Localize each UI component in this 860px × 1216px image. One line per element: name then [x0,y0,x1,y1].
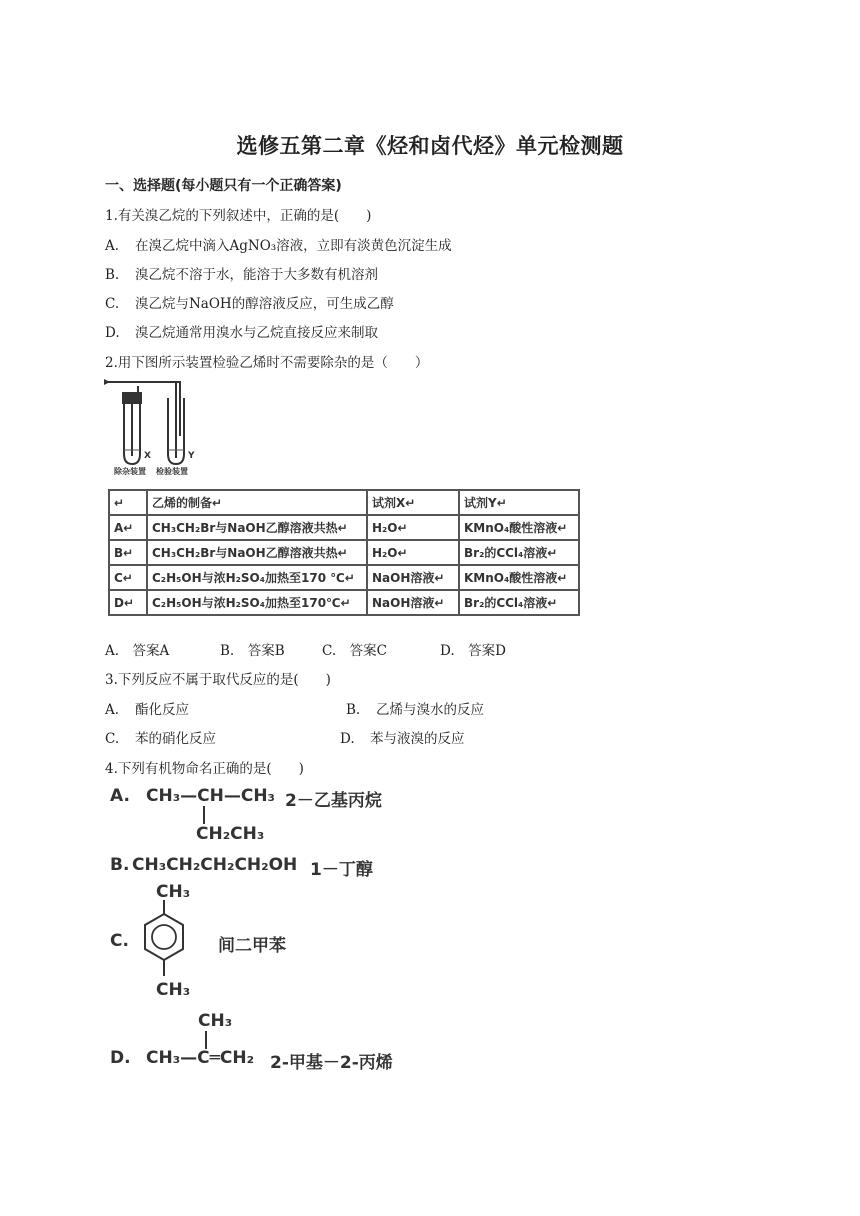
benzene-ring-icon [136,900,196,982]
option-letter: D. [105,325,120,341]
q4-a-formula: CH₃—CH—CH₃ [146,786,276,806]
question-2-stem: 2.用下图所示装置检验乙烯时不需要除杂的是（ ） [105,355,429,371]
table-cell: Br₂的CCl₄溶液↵ [459,540,579,565]
table-header-row [109,490,579,515]
q4-d-formula: CH₃—C═CH₂ [146,1048,255,1068]
table-cell: 乙烯的制备↵ [147,490,367,515]
q4-a-letter: A. [110,786,130,806]
q3-option-b [346,698,484,718]
question-4-stem: 4.下列有机物命名正确的是( ) [105,761,304,777]
option-letter: D. [340,731,355,747]
apparatus-diagram [104,376,200,478]
option-letter: B. [346,702,361,718]
table-cell: B↵ [109,540,147,565]
q4-c-letter: C. [110,931,129,951]
q3-option-c [105,727,216,747]
q1-option-b [105,263,378,283]
bond-line [205,1031,207,1049]
q4-a-branch: CH₂CH₃ [196,824,265,844]
option-letter: C. [105,731,120,747]
table-cell: KMnO₄酸性溶液↵ [459,565,579,590]
table-cell: Br₂的CCl₄溶液↵ [459,590,579,615]
page-title: 选修五第二章《烃和卤代烃》单元检测题 [236,134,624,158]
reagent-y-label: Y [188,451,195,461]
table-row [109,590,579,615]
apparatus-right-label: 检验装置 [156,467,188,476]
q4-a-name: 2－乙基丙烷 [285,791,382,811]
option-text: 酯化反应 [135,702,189,718]
section-heading: 一、选择题(每小题只有一个正确答案) [105,178,342,194]
table-cell: CH₃CH₂Br与NaOH乙醇溶液共热↵ [147,540,367,565]
q1-option-d [105,321,378,341]
bond-line [203,806,205,824]
q3-option-d [340,727,465,747]
table-cell: H₂O↵ [367,540,459,565]
option-text: 溴乙烷不溶于水，能溶于大多数有机溶剂 [135,267,378,283]
option-text: 在溴乙烷中滴入AgNO₃溶液，立即有淡黄色沉淀生成 [135,238,452,254]
table-cell: KMnO₄酸性溶液↵ [459,515,579,540]
table-row [109,540,579,565]
table-cell: 试剂X↵ [367,490,459,515]
option-text: 苯的硝化反应 [135,731,216,747]
question-3-stem: 3.下列反应不属于取代反应的是( ) [105,672,331,688]
q4-d-top: CH₃ [198,1011,233,1031]
reagent-x-label: X [144,451,151,461]
table-cell: D↵ [109,590,147,615]
q4-c-name: 间二甲苯 [218,936,286,956]
q4-b-formula: CH₃CH₂CH₂CH₂OH [132,855,298,875]
q4-c-bottom: CH₃ [156,980,191,1000]
option-text: 苯与液溴的反应 [370,731,465,747]
option-text: 溴乙烷与NaOH的醇溶液反应，可生成乙醇 [135,296,394,312]
table-cell: NaOH溶液↵ [367,590,459,615]
table-cell: C↵ [109,565,147,590]
q2-answer-b: B. 答案B [220,643,285,659]
table-row [109,565,579,590]
table-cell: NaOH溶液↵ [367,565,459,590]
q2-answer-c: C. 答案C [322,643,387,659]
reagent-table [108,489,580,616]
q2-answer-a: A. 答案A [105,643,170,659]
table-cell: H₂O↵ [367,515,459,540]
q4-d-letter: D. [110,1048,131,1068]
q4-d-name: 2-甲基－2-丙烯 [270,1053,393,1073]
q4-b-name: 1－丁醇 [310,860,373,880]
q1-option-c [105,292,394,312]
option-letter: A. [105,238,120,254]
q4-b-letter: B. [110,855,130,875]
option-text: 溴乙烷通常用溴水与乙烷直接反应来制取 [135,325,378,341]
table-cell: C₂H₅OH与浓H₂SO₄加热至170℃↵ [147,590,367,615]
q3-option-a [105,698,189,718]
table-cell: ↵ [109,490,147,515]
table-cell: C₂H₅OH与浓H₂SO₄加热至170 ℃↵ [147,565,367,590]
option-letter: B. [105,267,120,283]
option-letter: A. [105,702,120,718]
table-cell: 试剂Y↵ [459,490,579,515]
q1-option-a [105,234,452,254]
table-row [109,515,579,540]
option-letter: C. [105,296,120,312]
table-cell: A↵ [109,515,147,540]
apparatus-left-label: 除杂装置 [114,467,146,476]
q2-answer-d: D. 答案D [440,643,506,659]
table-cell: CH₃CH₂Br与NaOH乙醇溶液共热↵ [147,515,367,540]
q4-c-top: CH₃ [156,882,191,902]
option-text: 乙烯与溴水的反应 [376,702,484,718]
question-1-stem: 1.有关溴乙烷的下列叙述中，正确的是( ) [105,208,372,224]
